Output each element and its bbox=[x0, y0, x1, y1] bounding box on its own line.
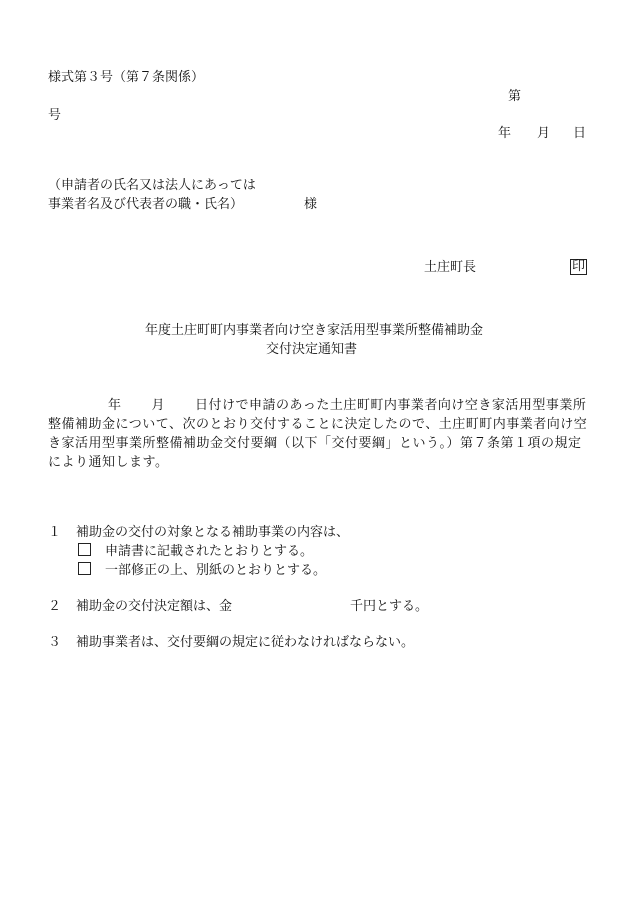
document-title-line-1: 年度土庄町町内事業者向け空き家活用型事業所整備補助金 bbox=[145, 323, 484, 338]
form-label: 様式第３号（第７条関係） bbox=[48, 70, 205, 85]
doc-number-suffix: 号 bbox=[48, 108, 62, 123]
body-date-year: 年 bbox=[108, 398, 122, 413]
seal-mark bbox=[570, 259, 587, 275]
doc-number-prefix: 第 bbox=[508, 89, 522, 104]
item-3-text: 補助事業者は、交付要綱の規定に従わなければならない。 bbox=[76, 635, 415, 650]
checkbox-icon[interactable] bbox=[78, 543, 91, 556]
item-2-text-prefix: 補助金の交付決定額は、金 bbox=[76, 599, 233, 614]
date-year: 年 bbox=[498, 126, 512, 141]
date-month: 月 bbox=[537, 126, 551, 141]
item-2-number: ２ bbox=[48, 599, 62, 614]
item-3-number: ３ bbox=[48, 635, 62, 650]
item-3 bbox=[48, 634, 414, 652]
item-1-option-1-text: 申請書に記載されたとおりとする。 bbox=[105, 544, 314, 559]
item-1 bbox=[48, 524, 349, 542]
recipient-line-2: 事業者名及び代表者の職・氏名） bbox=[48, 197, 244, 212]
seal-label: 印 bbox=[572, 259, 586, 274]
recipient-honorific: 様 bbox=[304, 197, 318, 212]
body-date-month: 月 bbox=[151, 398, 166, 413]
checkbox-icon[interactable] bbox=[78, 562, 91, 575]
item-1-number: １ bbox=[48, 525, 62, 540]
item-1-option-2 bbox=[78, 562, 326, 580]
item-1-option-2-text: 一部修正の上、別紙のとおりとする。 bbox=[105, 563, 327, 578]
item-1-text: 補助金の交付の対象となる補助事業の内容は、 bbox=[76, 525, 350, 540]
recipient-line-1: （申請者の氏名又は法人にあっては bbox=[48, 178, 256, 193]
issuer-name: 土庄町長 bbox=[424, 260, 477, 275]
document-title-line-2: 交付決定通知書 bbox=[266, 342, 358, 357]
item-1-option-1 bbox=[78, 543, 313, 561]
date-day: 日 bbox=[573, 126, 587, 141]
notice-body bbox=[48, 396, 588, 472]
item-2 bbox=[48, 598, 428, 616]
item-2-text-suffix: 千円とする。 bbox=[350, 599, 429, 614]
body-text: 日付けで申請のあった土庄町町内事業者向け空き家活用型事業所整備補助金について、次のとおり交付することに決定したので、土庄町町内事業者向け空き家活用型事業所整備補助金交付要綱（以下「交付要綱」という。）第７条第１項の規定により通知します。 bbox=[48, 398, 588, 470]
